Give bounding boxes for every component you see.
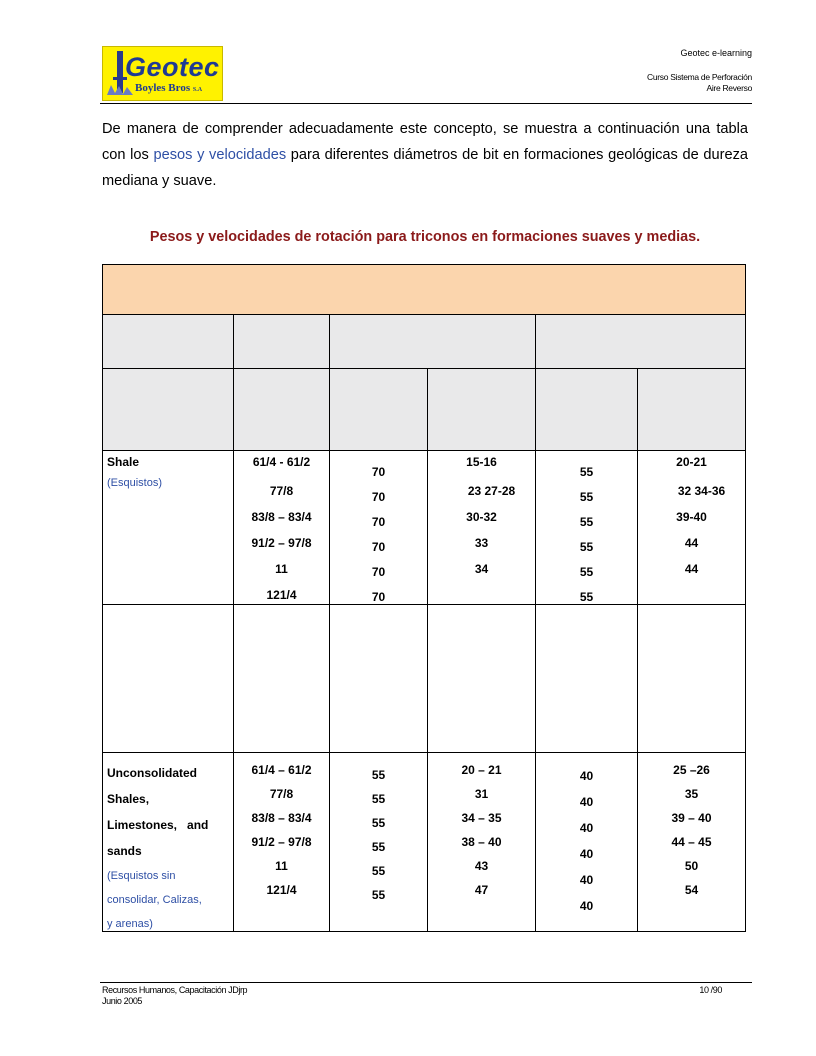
row2-col4: 20 – 21 31 34 – 35 38 – 40 43 47 bbox=[461, 763, 502, 897]
row2-diameters: 61/4 – 61/2 77/8 83/8 – 83/4 91/2 – 97/8 11 121/4 bbox=[251, 763, 312, 897]
table-title: Pesos y velocidades de rotación para triconos en formaciones suaves y medias. bbox=[149, 229, 701, 245]
weights-speeds-table bbox=[102, 264, 746, 932]
row1-col6: 20-21 32 34-36 39-40 44 44 bbox=[676, 455, 726, 576]
course-platform: Geotec e-learning bbox=[680, 48, 752, 58]
row1-col5: 55 55 55 55 55 55 bbox=[579, 465, 594, 604]
table-subheader-band bbox=[102, 314, 746, 450]
intro-paragraph: De manera de comprender adecuadamente este concepto, se muestra a continuación una tabla con los pesos y velocidades para diferentes diámetros de bit en formaciones geológicas de dureza mediana y suave. bbox=[102, 121, 749, 189]
course-topic: Aire Reverso bbox=[706, 83, 752, 93]
page-number: 10 /90 bbox=[699, 985, 722, 995]
row1-diameters: 61/4 - 61/2 77/8 83/8 – 83/4 91/2 – 97/8 11 121/4 bbox=[251, 455, 312, 602]
row1-col4: 15-16 23 27-28 30-32 33 34 bbox=[466, 455, 516, 576]
header-divider bbox=[100, 103, 752, 104]
logo-subtitle: Boyles Bros S.A bbox=[135, 82, 203, 94]
row2-col6: 25 –26 35 39 – 40 44 – 45 50 54 bbox=[671, 763, 712, 897]
formation-unconsolidated: Unconsolidated Shales, Limestones, and sands (Esquistos sin consolidar, Calizas, y arenas) bbox=[107, 766, 209, 930]
footer-credits: Recursos Humanos, Capacitación JDjrp Junio 2005 bbox=[102, 985, 248, 1006]
row2-col5: 40 40 40 40 40 40 bbox=[579, 769, 594, 913]
header-info bbox=[647, 47, 752, 94]
logo-word: Geotec bbox=[125, 52, 220, 82]
footer-divider bbox=[100, 982, 752, 983]
course-name: Curso Sistema de Perforación bbox=[647, 72, 752, 82]
formation-shale: Shale (Esquistos) bbox=[107, 455, 163, 489]
row2-col3: 55 55 55 55 55 55 bbox=[371, 768, 386, 902]
intro-highlight: pesos y velocidades bbox=[153, 147, 287, 163]
geotec-logo bbox=[102, 46, 223, 101]
row1-col3: 70 70 70 70 70 70 bbox=[371, 465, 386, 604]
table-header-band bbox=[102, 264, 746, 314]
logo-base-icon bbox=[107, 83, 133, 95]
